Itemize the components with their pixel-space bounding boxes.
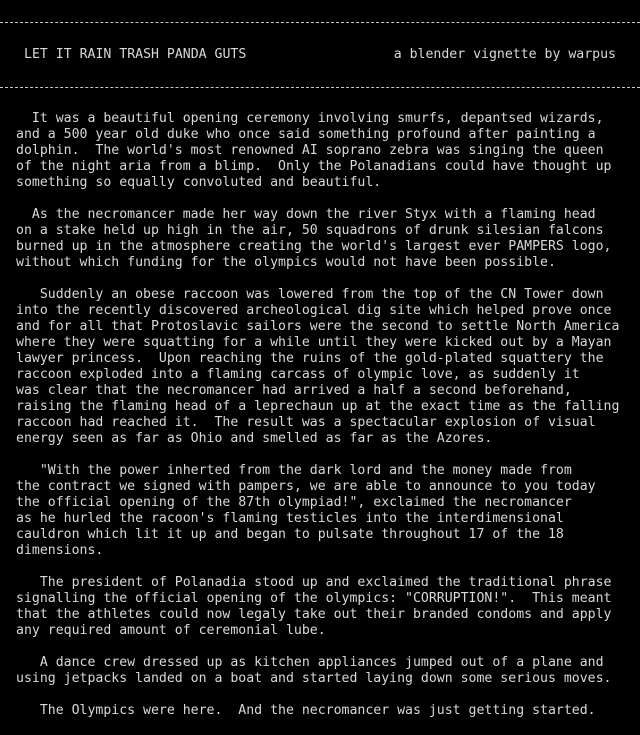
paragraph-1: It was a beautiful opening ceremony involving smurfs, depantsed wizards, and a 500 year old duke who once said something profound after painting a dolphin. The world's most renowned AI soprano zebra was singing the queen of the night aria from a blimp. Only the Polanadians could have thought up something so equally convoluted and beautiful.: [16, 111, 612, 190]
paragraph-5: The president of Polanadia stood up and exclaimed the traditional phrase signalling the official opening of the olympics: "CORRUPTION!". This meant that the athletes could now legaly take out their branded condoms and apply any required amount of ceremonial lube.: [16, 575, 612, 638]
paragraph-7: The Olympics were here. And the necromancer was just getting started.: [16, 703, 596, 718]
paragraph-4: "With the power inherted from the dark lord and the money made from the contract we signed with pampers, we are able to announce to you today the official opening of the 87th olympiad!", exclaimed the necromancer as he hurled the racoon's flaming testicles into the interdimensional cauldron which lit it up and began to pulsate throughout 17 of the 18 dimensions.: [16, 463, 596, 558]
paragraph-2: As the necromancer made her way down the river Styx with a flaming head on a stake held up high in the air, 50 squadrons of drunk silesian falcons burned up in the atmosphere creating the world's largest ever PAMPERS logo, without which funding for the olympics would not have been possible.: [16, 207, 612, 270]
story-header: [24, 46, 616, 64]
top-dashed-rule: [0, 22, 640, 23]
bottom-dashed-rule: [0, 87, 640, 88]
paragraph-3: Suddenly an obese raccoon was lowered from the top of the CN Tower down into the recently discovered archeological dig site which helped prove once and for all that Protoslavic sailors were the second to settle North America where they were squatting for a while until they were kicked out by a Mayan lawyer princess. Upon reaching the ruins of the gold-plated squattery the raccoon exploded into a flaming carcass of olympic love, as suddenly it was clear that the necromancer had arrived a half a second beforehand, raising the flaming head of a leprechaun up at the exact time as the falling raccoon had reached it. The result was a spectacular explosion of visual energy seen as far as Ohio and smelled as far as the Azores.: [16, 287, 620, 446]
paragraph-6: A dance crew dressed up as kitchen appliances jumped out of a plane and using jetpacks landed on a boat and started laying down some serious moves.: [16, 655, 612, 686]
story-byline: a blender vignette by warpus: [393, 47, 616, 62]
story-title: LET IT RAIN TRASH PANDA GUTS: [24, 47, 247, 62]
story-body: [16, 111, 624, 735]
